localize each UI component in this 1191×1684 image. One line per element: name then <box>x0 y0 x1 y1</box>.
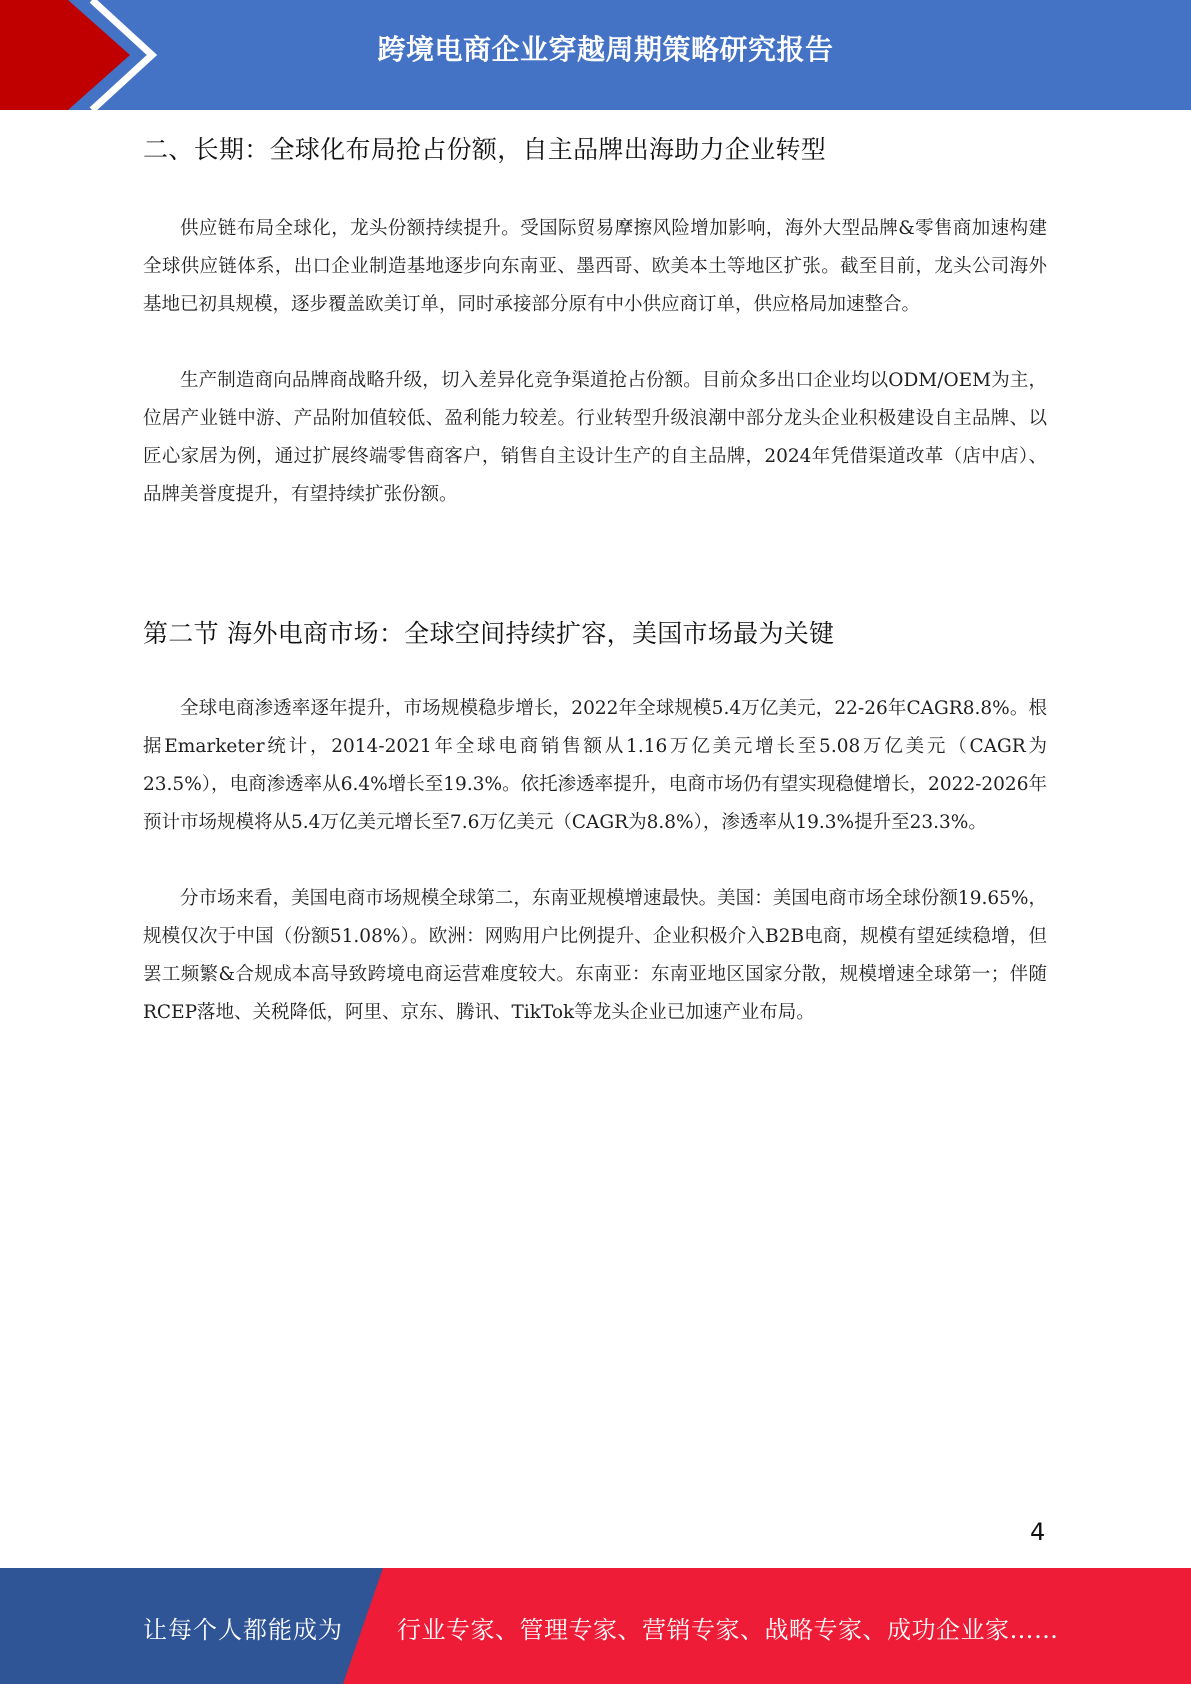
page-number: 4 <box>1030 1518 1046 1546</box>
paragraph-global-ecommerce: 全球电商渗透率逐年提升，市场规模稳步增长，2022年全球规模5.4万亿美元，22-26年CAGR8.8%。根据Emarketer统计，2014-2021年全球电商销售额从1.16万亿美元增长至5.08万亿美元（CAGR为23.5%），电商渗透率从6.4%增长至19.3%。依托渗透率提升，电商市场仍有望实现稳健增长，2022-2026年预计市场规模将从5.4万亿美元增长至7.6万亿美元（CAGR为8.8%），渗透率从19.3%提升至23.3%。 <box>143 698 1047 833</box>
report-title: 跨境电商企业穿越周期策略研究报告 <box>377 33 834 66</box>
footer-slogan-right: 行业专家、管理专家、营销专家、战略专家、成功企业家…… <box>397 1616 1059 1644</box>
section-heading-long-term: 二、长期：全球化布局抢占份额，自主品牌出海助力企业转型 <box>143 135 827 164</box>
paragraph-regional-markets: 分市场来看，美国电商市场规模全球第二，东南亚规模增速最快。美国：美国电商市场全球份额19.65%，规模仅次于中国（份额51.08%）。欧洲：网购用户比例提升、企业积极介入B2B电商，规模有望延续稳增，但罢工频繁&合规成本高导致跨境电商运营难度较大。东南亚：东南亚地区国家分散，规模增速全球第一；伴随RCEP落地、关税降低，阿里、京东、腾讯、TikTok等龙头企业已加速产业布局。 <box>143 888 1047 1023</box>
section-heading-overseas-market: 第二节 海外电商市场：全球空间持续扩容，美国市场最为关键 <box>143 619 835 648</box>
paragraph-supply-chain: 供应链布局全球化，龙头份额持续提升。受国际贸易摩擦风险增加影响，海外大型品牌&零售商加速构建全球供应链体系，出口企业制造基地逐步向东南亚、墨西哥、欧美本土等地区扩张。截至目前，龙头公司海外基地已初具规模，逐步覆盖欧美订单，同时承接部分原有中小供应商订单，供应格局加速整合。 <box>143 218 1047 315</box>
page-content <box>143 130 1047 1032</box>
page-header <box>0 0 1191 110</box>
page-footer <box>0 1568 1191 1684</box>
paragraph-brand-upgrade: 生产制造商向品牌商战略升级，切入差异化竞争渠道抢占份额。目前众多出口企业均以ODM/OEM为主，位居产业链中游、产品附加值较低、盈利能力较差。行业转型升级浪潮中部分龙头企业积极建设自主品牌、以匠心家居为例，通过扩展终端零售商客户，销售自主设计生产的自主品牌，2024年凭借渠道改革（店中店）、品牌美誉度提升，有望持续扩张份额。 <box>143 370 1047 505</box>
footer-slogan-left: 让每个人都能成为 <box>143 1616 343 1644</box>
